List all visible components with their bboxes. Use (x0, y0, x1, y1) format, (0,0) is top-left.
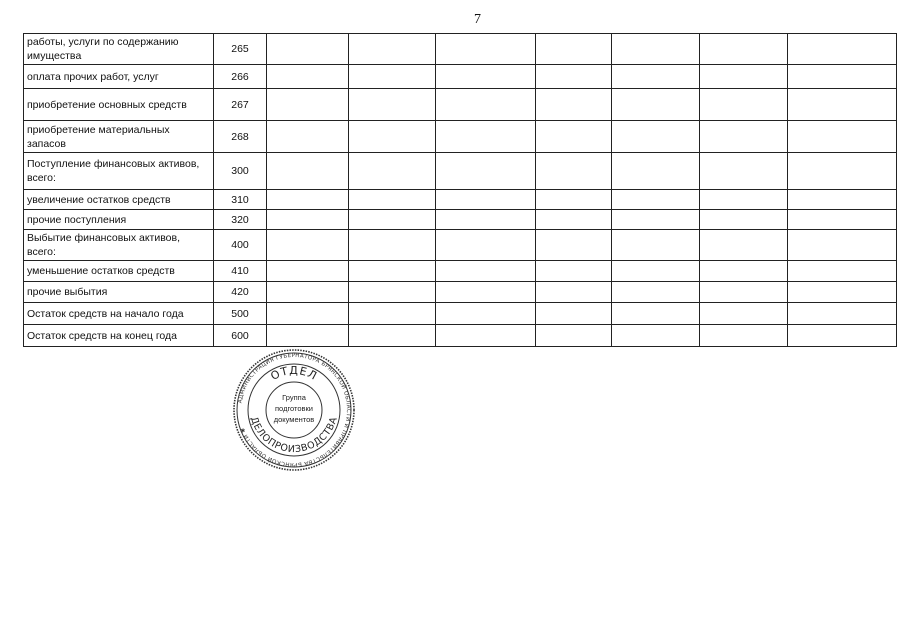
value-cell (349, 303, 436, 325)
seal-top-arc: ОТДЕЛ (268, 363, 320, 383)
value-cell (612, 303, 700, 325)
table-row (24, 65, 897, 89)
value-cell (436, 230, 536, 261)
row-code: 267 (214, 89, 267, 121)
value-cell (536, 153, 612, 190)
value-cell (612, 89, 700, 121)
value-cell (436, 282, 536, 303)
table-row (24, 230, 897, 261)
value-cell (436, 65, 536, 89)
value-cell (788, 121, 897, 153)
value-cell (536, 282, 612, 303)
report-table (23, 33, 897, 347)
value-cell (536, 190, 612, 210)
row-label: прочие выбытия (24, 282, 214, 303)
value-cell (436, 190, 536, 210)
value-cell (700, 34, 788, 65)
value-cell (612, 282, 700, 303)
value-cell (349, 153, 436, 190)
row-label: уменьшение остатков средств (24, 261, 214, 282)
value-cell (700, 325, 788, 347)
value-cell (788, 210, 897, 230)
value-cell (436, 34, 536, 65)
row-code: 300 (214, 153, 267, 190)
value-cell (267, 210, 349, 230)
row-label: Выбытие финансовых активов, всего: (24, 230, 214, 261)
value-cell (700, 261, 788, 282)
value-cell (436, 261, 536, 282)
value-cell (700, 121, 788, 153)
value-cell (349, 282, 436, 303)
value-cell (700, 190, 788, 210)
seal-outer-text: АДМИНИСТРАЦИЯ ГУБЕРНАТОРА БРЯНСКОЙ ОБЛАСТИ И ПРАВИТЕЛЬСТВА БРЯНСКОЙ ОБЛАСТИ ✱ (237, 352, 352, 468)
value-cell (267, 282, 349, 303)
value-cell (536, 121, 612, 153)
value-cell (536, 230, 612, 261)
value-cell (788, 282, 897, 303)
table-row (24, 261, 897, 282)
value-cell (612, 34, 700, 65)
row-code: 268 (214, 121, 267, 153)
value-cell (349, 121, 436, 153)
row-code: 500 (214, 303, 267, 325)
value-cell (436, 89, 536, 121)
table-row (24, 282, 897, 303)
page-number: 7 (474, 12, 481, 27)
value-cell (267, 190, 349, 210)
value-cell (267, 325, 349, 347)
value-cell (267, 121, 349, 153)
department-seal (232, 348, 356, 472)
svg-text:ОТДЕЛ (268, 364, 319, 383)
seal-center-line-3: документов (273, 415, 315, 424)
value-cell (349, 210, 436, 230)
value-cell (536, 303, 612, 325)
value-cell (267, 303, 349, 325)
table-row (24, 325, 897, 347)
value-cell (788, 303, 897, 325)
value-cell (700, 210, 788, 230)
value-cell (349, 261, 436, 282)
table-row (24, 210, 897, 230)
value-cell (700, 89, 788, 121)
value-cell (536, 65, 612, 89)
row-code: 420 (214, 282, 267, 303)
value-cell (700, 303, 788, 325)
table-row (24, 89, 897, 121)
value-cell (436, 325, 536, 347)
seal-center-line-2: подготовки (275, 404, 313, 413)
value-cell (349, 230, 436, 261)
value-cell (700, 153, 788, 190)
row-label: работы, услуги по содержанию имуществa (24, 34, 214, 65)
table-row (24, 190, 897, 210)
value-cell (700, 282, 788, 303)
row-code: 310 (214, 190, 267, 210)
row-code: 600 (214, 325, 267, 347)
value-cell (612, 325, 700, 347)
value-cell (349, 34, 436, 65)
value-cell (267, 230, 349, 261)
table-row (24, 153, 897, 190)
value-cell (612, 190, 700, 210)
row-label: Остаток средств на начало года (24, 303, 214, 325)
seal-center-line-1: Группа (282, 393, 306, 402)
seal-bottom-arc: ДЕЛОПРОИЗВОДСТВА (248, 415, 340, 456)
value-cell (436, 153, 536, 190)
value-cell (536, 89, 612, 121)
value-cell (700, 65, 788, 89)
value-cell (612, 121, 700, 153)
table-row (24, 303, 897, 325)
value-cell (536, 261, 612, 282)
value-cell (349, 89, 436, 121)
value-cell (612, 153, 700, 190)
value-cell (612, 230, 700, 261)
table-row (24, 34, 897, 65)
value-cell (612, 261, 700, 282)
value-cell (536, 210, 612, 230)
value-cell (788, 230, 897, 261)
table-row (24, 121, 897, 153)
value-cell (436, 303, 536, 325)
row-label: прочие поступления (24, 210, 214, 230)
row-code: 320 (214, 210, 267, 230)
value-cell (436, 121, 536, 153)
value-cell (267, 261, 349, 282)
value-cell (788, 34, 897, 65)
value-cell (267, 89, 349, 121)
value-cell (349, 65, 436, 89)
row-label: приобретение материальных запасов (24, 121, 214, 153)
row-code: 410 (214, 261, 267, 282)
row-code: 265 (214, 34, 267, 65)
value-cell (788, 261, 897, 282)
row-label: увеличение остатков средств (24, 190, 214, 210)
value-cell (788, 325, 897, 347)
value-cell (267, 34, 349, 65)
value-cell (788, 153, 897, 190)
value-cell (349, 325, 436, 347)
row-label: оплата прочих работ, услуг (24, 65, 214, 89)
report-table-body (24, 34, 897, 347)
row-label: Поступление финансовых активов, всего: (24, 153, 214, 190)
value-cell (267, 65, 349, 89)
row-code: 266 (214, 65, 267, 89)
row-label: Остаток средств на конец года (24, 325, 214, 347)
value-cell (612, 210, 700, 230)
value-cell (788, 89, 897, 121)
value-cell (536, 325, 612, 347)
value-cell (788, 190, 897, 210)
value-cell (349, 190, 436, 210)
row-label: приобретение основных средств (24, 89, 214, 121)
value-cell (700, 230, 788, 261)
value-cell (267, 153, 349, 190)
row-code: 400 (214, 230, 267, 261)
value-cell (788, 65, 897, 89)
value-cell (536, 34, 612, 65)
value-cell (612, 65, 700, 89)
value-cell (436, 210, 536, 230)
